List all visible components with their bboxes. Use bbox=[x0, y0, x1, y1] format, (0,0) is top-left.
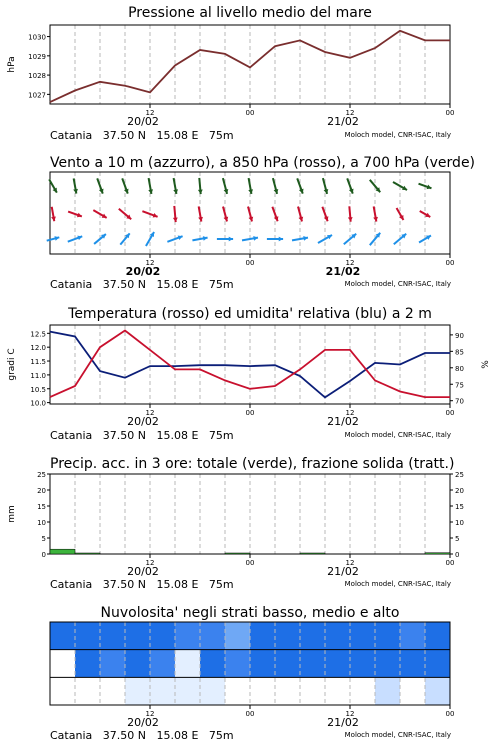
wind-title: Vento a 10 m (azzurro), a 850 hPa (rosso), a 700 hPa (verde) bbox=[50, 155, 476, 171]
cloud-cell bbox=[350, 650, 376, 678]
y-right-tick-label: 80 bbox=[455, 364, 464, 373]
model-credit: Moloch model, CNR-ISAC, Italy bbox=[344, 131, 451, 139]
cloud-cell bbox=[325, 677, 351, 705]
time-tick-label: 12 bbox=[145, 710, 155, 718]
date-label: 21/02 bbox=[327, 115, 359, 128]
y-axis-label: hPa bbox=[7, 56, 17, 73]
model-credit: Moloch model, CNR-ISAC, Italy bbox=[344, 431, 451, 439]
location-label: Catania 37.50 N 15.08 E 75m bbox=[50, 578, 234, 591]
cloud-cell bbox=[250, 650, 276, 678]
cloud-cell bbox=[50, 677, 76, 705]
cloud-cell bbox=[275, 677, 301, 705]
cloud-cell bbox=[75, 650, 101, 678]
cloud-cell bbox=[100, 622, 126, 650]
time-tick-label: 12 bbox=[345, 710, 355, 718]
y-tick-label: 12.5 bbox=[30, 330, 46, 339]
cloud-cell bbox=[400, 650, 426, 678]
y-tick-label: 11.0 bbox=[30, 371, 46, 380]
location-label: Catania 37.50 N 15.08 E 75m bbox=[50, 278, 234, 291]
model-credit: Moloch model, CNR-ISAC, Italy bbox=[344, 280, 451, 288]
time-tick-label: 12 bbox=[145, 109, 155, 117]
y-right-tick-label: 10 bbox=[455, 519, 464, 527]
time-tick-label: 00 bbox=[445, 109, 455, 117]
y-tick-label: 1028 bbox=[28, 72, 46, 81]
date-label: 20/02 bbox=[127, 565, 159, 578]
cloud-cell bbox=[400, 677, 426, 705]
time-tick-label: 12 bbox=[345, 259, 355, 267]
y-tick-label: 0 bbox=[41, 551, 46, 559]
pressure-title: Pressione al livello medio del mare bbox=[128, 5, 372, 21]
time-tick-label: 00 bbox=[245, 259, 255, 267]
precip-title: Precip. acc. in 3 ore: totale (verde), frazione solida (tratt.) bbox=[50, 456, 455, 472]
cloud-cell bbox=[175, 677, 201, 705]
cloud-cell bbox=[125, 677, 151, 705]
cloud-cell bbox=[50, 650, 76, 678]
cloud-cell bbox=[425, 622, 451, 650]
cloud-cell bbox=[100, 650, 126, 678]
cloud-cell bbox=[200, 650, 226, 678]
cloud-cell bbox=[300, 650, 326, 678]
time-tick-label: 00 bbox=[245, 710, 255, 718]
date-label: 21/02 bbox=[327, 415, 359, 428]
cloud-cell bbox=[375, 650, 401, 678]
date-label: 21/02 bbox=[325, 265, 361, 278]
location-label: Catania 37.50 N 15.08 E 75m bbox=[50, 129, 234, 142]
cloud-cell bbox=[325, 622, 351, 650]
cloud-cell bbox=[375, 622, 401, 650]
temperature-title: Temperatura (rosso) ed umidita' relativa (blu) a 2 m bbox=[68, 306, 432, 322]
cloud-cell bbox=[125, 650, 151, 678]
cloud-cell bbox=[200, 622, 226, 650]
cloud-cell bbox=[300, 677, 326, 705]
y-tick-label: 1027 bbox=[28, 91, 46, 100]
cloud-cell bbox=[225, 650, 251, 678]
cloud-cell bbox=[250, 622, 276, 650]
cloud-cell bbox=[425, 650, 451, 678]
y-tick-label: 15 bbox=[37, 503, 46, 511]
date-label: 20/02 bbox=[127, 716, 159, 729]
cloud-cell bbox=[350, 677, 376, 705]
cloud-cell bbox=[300, 622, 326, 650]
cloud-cell bbox=[150, 650, 176, 678]
y-tick-label: 11.5 bbox=[30, 358, 46, 367]
cloud-cell bbox=[75, 622, 101, 650]
cloud-cell bbox=[225, 677, 251, 705]
time-tick-label: 12 bbox=[145, 559, 155, 567]
y-right-axis-label: % bbox=[481, 360, 491, 369]
cloud-cell bbox=[275, 622, 301, 650]
time-tick-label: 12 bbox=[345, 109, 355, 117]
y-axis-label: gradi C bbox=[7, 348, 17, 381]
y-tick-label: 10.5 bbox=[30, 385, 46, 394]
cloud-cell bbox=[225, 622, 251, 650]
time-tick-label: 12 bbox=[145, 409, 155, 417]
time-tick-label: 00 bbox=[445, 710, 455, 718]
y-axis-label: mm bbox=[7, 505, 17, 523]
time-tick-label: 00 bbox=[445, 259, 455, 267]
y-right-tick-label: 75 bbox=[455, 381, 464, 390]
y-tick-label: 10 bbox=[37, 519, 46, 527]
time-tick-label: 12 bbox=[145, 259, 155, 267]
cloud-cell bbox=[150, 622, 176, 650]
clouds-footer bbox=[0, 729, 500, 749]
y-right-tick-label: 20 bbox=[455, 487, 464, 495]
cloud-cell bbox=[350, 622, 376, 650]
y-tick-label: 25 bbox=[37, 471, 46, 479]
time-tick-label: 00 bbox=[245, 409, 255, 417]
date-label: 21/02 bbox=[327, 565, 359, 578]
y-tick-label: 20 bbox=[37, 487, 46, 495]
date-label: 21/02 bbox=[327, 716, 359, 729]
y-right-tick-label: 85 bbox=[455, 348, 464, 357]
y-right-tick-label: 90 bbox=[455, 331, 464, 340]
clouds-title: Nuvolosita' negli strati basso, medio e alto bbox=[100, 605, 400, 621]
cloud-cell bbox=[50, 622, 76, 650]
time-tick-label: 12 bbox=[345, 559, 355, 567]
time-tick-label: 00 bbox=[245, 109, 255, 117]
cloud-cell bbox=[250, 677, 276, 705]
time-tick-label: 00 bbox=[245, 559, 255, 567]
date-label: 20/02 bbox=[127, 415, 159, 428]
y-right-tick-label: 15 bbox=[455, 503, 464, 511]
cloud-cell bbox=[100, 677, 126, 705]
time-tick-label: 12 bbox=[345, 409, 355, 417]
cloud-cell bbox=[175, 622, 201, 650]
location-label: Catania 37.50 N 15.08 E 75m bbox=[50, 729, 234, 742]
y-right-tick-label: 25 bbox=[455, 471, 464, 479]
location-label: Catania 37.50 N 15.08 E 75m bbox=[50, 429, 234, 442]
cloud-cell bbox=[75, 677, 101, 705]
date-label: 20/02 bbox=[125, 265, 161, 278]
y-tick-label: 12.0 bbox=[30, 344, 46, 353]
time-tick-label: 00 bbox=[445, 559, 455, 567]
model-credit: Moloch model, CNR-ISAC, Italy bbox=[344, 731, 451, 739]
cloud-cell bbox=[400, 622, 426, 650]
cloud-cell bbox=[425, 677, 451, 705]
y-tick-label: 5 bbox=[41, 535, 46, 543]
date-label: 20/02 bbox=[127, 115, 159, 128]
cloud-cell bbox=[125, 622, 151, 650]
y-tick-label: 1030 bbox=[28, 33, 46, 42]
y-tick-label: 1029 bbox=[28, 52, 46, 61]
y-right-tick-label: 70 bbox=[455, 397, 464, 406]
cloud-cell bbox=[375, 677, 401, 705]
y-tick-label: 10.0 bbox=[30, 399, 46, 408]
cloud-cell bbox=[200, 677, 226, 705]
model-credit: Moloch model, CNR-ISAC, Italy bbox=[344, 580, 451, 588]
cloud-cell bbox=[275, 650, 301, 678]
y-right-tick-label: 5 bbox=[455, 535, 460, 543]
cloud-cell bbox=[175, 650, 201, 678]
cloud-cell bbox=[325, 650, 351, 678]
y-right-tick-label: 0 bbox=[455, 551, 460, 559]
cloud-cell bbox=[150, 677, 176, 705]
time-tick-label: 00 bbox=[445, 409, 455, 417]
